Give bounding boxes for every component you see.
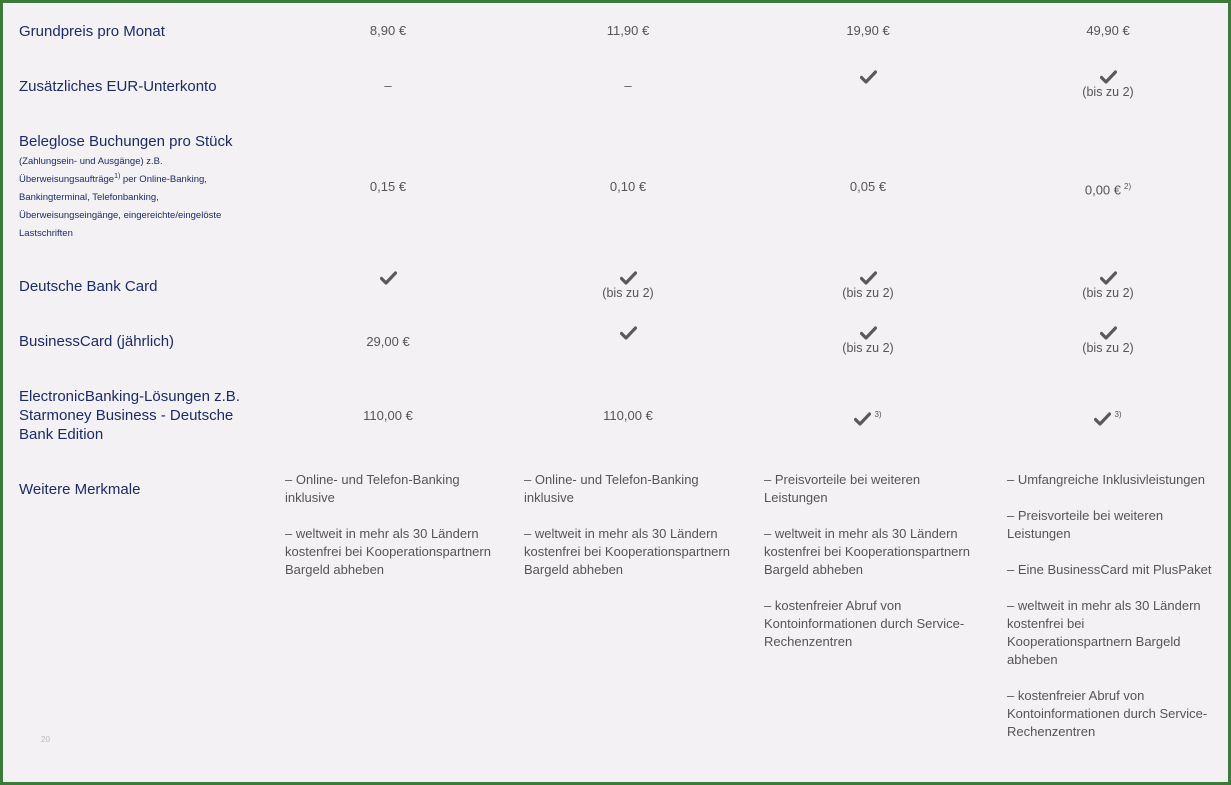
feature-item: – Preisvorteile bei weiteren Leistungen [764, 472, 921, 505]
beleglose-sub-a: (Zahlungsein- und Ausgänge) z.B. Überweisungsaufträge [19, 156, 163, 185]
card-check-2 [508, 271, 748, 301]
row-label-eur-unterkonto: Zusätzliches EUR-Unterkonto [19, 78, 217, 95]
businesscard-value-1: 29,00 € [366, 334, 410, 349]
feature-item: – weltweit in mehr als 30 Ländern kostenfrei bei Kooperationspartnern Bargeld abheben [285, 526, 491, 577]
row-label-beleglose-buchungen [19, 132, 259, 243]
row-label-weitere-merkmale: Weitere Merkmale [19, 481, 141, 498]
beleglose-subtext [19, 153, 259, 243]
eur-unterkonto-value-2: – [624, 78, 632, 93]
beleglose-value-2: 0,10 € [609, 179, 647, 194]
electronic-value-2: 110,00 € [603, 408, 653, 423]
businesscard-check-4 [988, 326, 1228, 356]
check-icon [860, 70, 877, 84]
electronic-value-1: 110,00 € [363, 408, 413, 423]
businesscard-check-2 [508, 326, 748, 340]
check-icon [1094, 412, 1111, 426]
feature-item: – kostenfreier Abruf von Kontoinformationen durch Service-Rechenzentren [1007, 688, 1208, 739]
feature-item: – Online- und Telefon-Banking inklusive [524, 472, 699, 505]
businesscard-note-4: (bis zu 2) [1082, 341, 1134, 355]
beleglose-sub-sup: 1) [114, 172, 121, 180]
feature-item: – weltweit in mehr als 30 Ländern kostenfrei bei Kooperationspartnern Bargeld abheben [764, 526, 970, 577]
grundpreis-value-1: 8,90 € [369, 23, 407, 38]
beleglose-value-1: 0,15 € [369, 179, 407, 194]
check-icon [1100, 326, 1117, 340]
page-number: 20 [41, 735, 50, 744]
grundpreis-value-2: 11,90 € [606, 23, 650, 38]
electronic-check-4 [988, 406, 1228, 427]
feature-item: – Online- und Telefon-Banking inklusive [285, 472, 460, 505]
row-label-businesscard: BusinessCard (jährlich) [19, 333, 175, 350]
row-label-deutsche-bank-card: Deutsche Bank Card [19, 278, 158, 295]
beleglose-value-4-text: 0,00 € [1084, 182, 1122, 198]
beleglose-sub-b: per Online-Banking, Bankingterminal, Telefonbanking, Überweisungseingänge, eingereichte/eingelöste Lastschriften [19, 174, 222, 239]
weitere-col-4 [1007, 471, 1212, 759]
weitere-col-2 [524, 471, 739, 597]
check-icon [620, 271, 637, 285]
row-label-grundpreis: Grundpreis pro Monat [19, 23, 165, 40]
check-icon [380, 271, 397, 285]
feature-item: – kostenfreier Abruf von Kontoinformationen durch Service-Rechenzentren [764, 598, 965, 649]
check-icon [620, 326, 637, 340]
businesscard-check-3 [748, 326, 988, 356]
beleglose-title: Beleglose Buchungen pro Stück [19, 133, 233, 150]
feature-item: – weltweit in mehr als 30 Ländern kostenfrei bei Kooperationspartnern Bargeld abheben [524, 526, 730, 577]
price-comparison-table [3, 3, 1228, 782]
electronic-check-3 [748, 406, 988, 427]
check-icon [854, 412, 871, 426]
check-icon [860, 326, 877, 340]
beleglose-footnote-4: 2) [1124, 182, 1132, 191]
electronic-footnote-4: 3) [1114, 410, 1122, 419]
electronic-footnote-3: 3) [874, 410, 882, 419]
beleglose-value-4 [988, 178, 1228, 199]
feature-item: – Eine BusinessCard mit PlusPaket [1007, 562, 1212, 577]
beleglose-value-3: 0,05 € [849, 179, 887, 194]
grundpreis-value-3: 19,90 € [846, 23, 890, 38]
weitere-col-3 [764, 471, 979, 669]
card-check-1 [268, 271, 508, 285]
businesscard-note-3: (bis zu 2) [842, 341, 894, 355]
eur-unterkonto-value-1: – [384, 78, 392, 93]
weitere-col-1 [285, 471, 500, 597]
card-check-4 [988, 271, 1228, 301]
eur-unterkonto-check-4 [988, 70, 1228, 100]
eur-unterkonto-check-3 [748, 70, 988, 84]
feature-item: – Umfangreiche Inklusivleistungen [1007, 472, 1205, 487]
row-label-electronic-banking: ElectronicBanking-Lösungen z.B. Starmoney Business - Deutsche Bank Edition [19, 388, 240, 443]
card-note-2: (bis zu 2) [602, 286, 654, 300]
grundpreis-value-4: 49,90 € [1086, 23, 1130, 38]
card-note-3: (bis zu 2) [842, 286, 894, 300]
eur-unterkonto-note-4: (bis zu 2) [1082, 85, 1134, 99]
check-icon [860, 271, 877, 285]
card-check-3 [748, 271, 988, 301]
feature-item: – Preisvorteile bei weiteren Leistungen [1007, 508, 1164, 541]
check-icon [1100, 271, 1117, 285]
check-icon [1100, 70, 1117, 84]
feature-item: – weltweit in mehr als 30 Ländern kostenfrei bei Kooperationspartnern Bargeld abheben [1007, 598, 1201, 667]
card-note-4: (bis zu 2) [1082, 286, 1134, 300]
